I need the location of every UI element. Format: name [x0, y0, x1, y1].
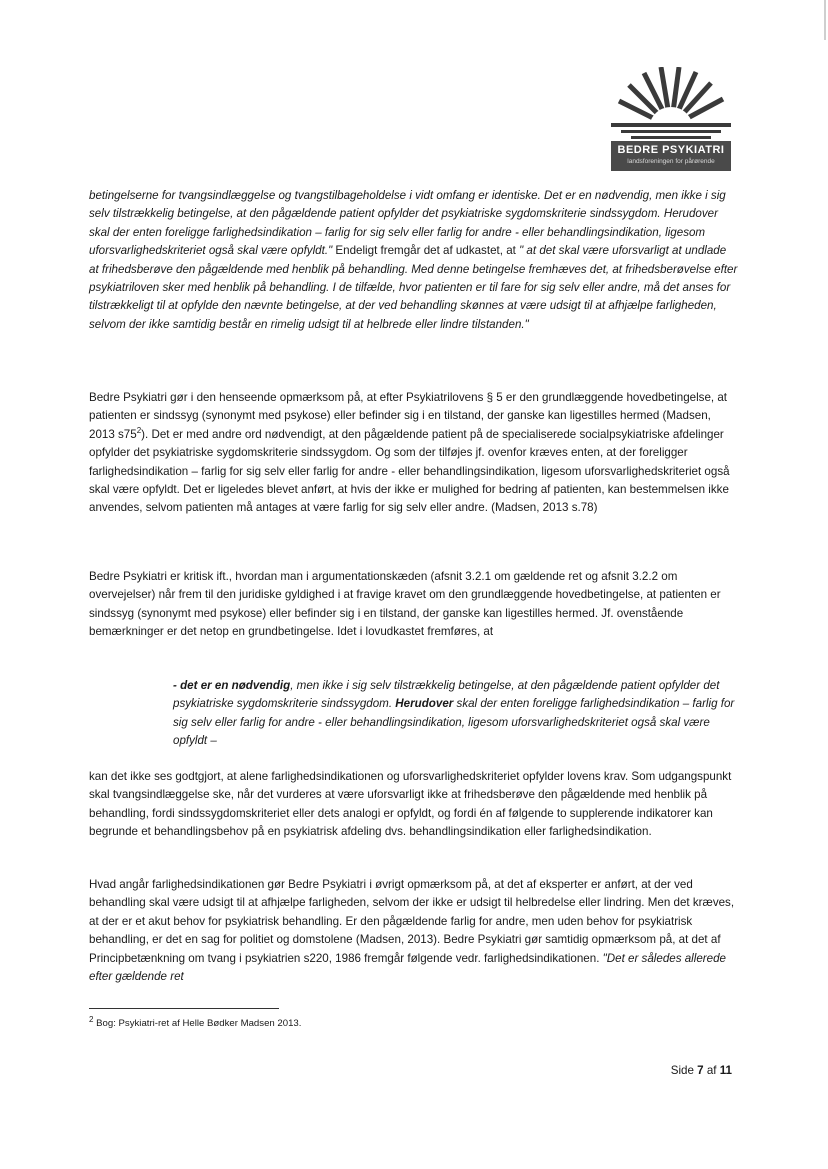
- paragraph-2-text-a: Bedre Psykiatri gør i den henseende opmærksom på, at efter Psykiatrilovens § 5 er den grundlæggende hovedbetingelse, at patienten er sindssyg (synonymt med psykose) eller befinder sig i en tilstand, der ganske kan ligestilles hermed (Madsen, 2013 s75: [89, 391, 728, 441]
- footnote-separator: [89, 1008, 279, 1009]
- quote-text-2: " at det skal være uforsvarligt at undlade at frihedsberøve den pågældende med henblik på behandling. Med denne betingelse fremhæves det, at frihedsberøvelse efter psykiatriloven sker med henblik på behandling. I de tilfælde, hvor patienten er til fare for sig selv eller andre, må det anses for tilstrækkeligt til at opfylde den nævnte betingelse, at der ved behandling skønnes at være udsigt til at afhjælpe farligheden, selvom der ikke samtidig består en rimelig udsigt til at helbrede eller lindre tilstanden.": [89, 244, 738, 331]
- paragraph-2: [89, 389, 739, 518]
- page-total: 11: [719, 1064, 732, 1077]
- block-quote: [173, 677, 738, 751]
- paragraph-1: [89, 187, 739, 334]
- plain-text-1: Endeligt fremgår det af udkastet, at: [332, 244, 520, 258]
- logo-title: BEDRE PSYKIATRI: [617, 144, 725, 156]
- quote-bold-2: Herudover: [395, 697, 454, 711]
- paragraph-4: kan det ikke ses godtgjort, at alene farlighedsindikationen og uforsvarlighedskriteriet opfylder lovens krav. Som udgangspunkt skal tvangsindlæggelse ske, når det vurderes at være uforsvarligt ikke at frihedsberøve den pågældende med henblik på behandling, fordi sindssygdomskriteriet eller dets analogi er opfyldt, og fordi én af følgende to supplerende indikatorer kan begrunde et behandlingsbehov på en psykiatrisk afdeling dvs. behandlingsindikation eller farlighedsindikation.: [89, 770, 732, 839]
- page-number: [632, 1064, 732, 1077]
- paragraph-5-text: Hvad angår farlighedsindikationen gør Bedre Psykiatri i øvrigt opmærksom på, at det af eksperter er anført, at der ved behandling skal være udsigt til at afhjælpe farligheden, selvom der ikke er udsigt til helbredelse eller lindring. Men det kræves, at der er et akut behov for psykiatrisk behandling. Er den pågældende farlig for andre, men uden behov for psykiatrisk behandling, er det en sag for politiet og domstolene (Madsen, 2013). Bedre Psykiatri gør samtidig opmærksom på, at det af Principbetænkning om tvang i psykiatrien s220, 1986 fremgår følgende vedr. farlighedsindikationen.: [89, 878, 735, 965]
- quote-bold-1: - det er en nødvendig: [173, 679, 291, 692]
- quote-text-1: betingelserne for tvangsindlæggelse og tvangstilbageholdelse i vidt omfang er identiske. Det er en nødvendig, men ikke i sig selv tilstrækkelig betingelse, at den pågældende patient opfylder det psykiatriske sygdomskriterie sindssygdom. Herudover skal der enten foreligge farlighedsindikation – farlig for sig selv eller farlig for andre - eller behandlingsindikation, ligesom uforsvarlighedskriteriet også skal være opfyldt.": [89, 189, 726, 258]
- page-current: 7: [697, 1064, 704, 1077]
- paragraph-5: [89, 876, 739, 986]
- page-prefix: Side: [670, 1064, 698, 1077]
- paragraph-3: Bedre Psykiatri er kritisk ift., hvordan man i argumentationskæden (afsnit 3.2.1 om gældende ret og afsnit 3.2.2 om overvejelser) når frem til den juridiske gyldighed i at fravige kravet om den grundlæggende hovedbetingelse, at patienten er sindssyg (synonymt med psykose) eller befinder sig i en tilstand, der ganske kan ligestilles hermed. Jf. ovenstående bemærkninger er det netop en grundbetingelse. Idet i lovudkastet fremføres, at: [89, 570, 721, 639]
- paragraph-5-quote: "Det er således allerede efter gældende ret: [89, 951, 726, 984]
- sunrise-logo-icon: [611, 67, 731, 141]
- footnote-ref: 2: [136, 425, 142, 435]
- paragraph-2-text-b: ). Det er med andre ord nødvendigt, at den pågældende patient på de specialiserede socialpsykiatriske afdelinger opfylder det psykiatriske sygdomskriterie sindssygdom. Og som der tilføjes jf. ovenfor kræves enten, at der foreligger farlighedsindikation – farlig for sig selv eller farlig for andre - eller behandlingsindikation, ligesom uforsvarlighedskriteriet også skal være opfyldt. Det er ligeledes blevet anført, at hvis der ikke er mulighed for bedring af patienten, kan bestemmelsen ikke anvendes, selvom patienten må antages at være farlig for sig selv eller andre. (Madsen, 2013 s.78): [89, 427, 730, 515]
- bedre-psykiatri-logo: [611, 67, 731, 171]
- logo-band: [611, 141, 731, 171]
- footnote-text: Bog: Psykiatri-ret af Helle Bødker Madsen 2013.: [93, 1018, 302, 1029]
- page-sep: af: [703, 1064, 720, 1077]
- footnote: [89, 1014, 302, 1029]
- page-edge-mark: [824, 0, 826, 40]
- footnote-number: 2: [89, 1014, 94, 1024]
- quote-text-a: , men ikke i sig selv tilstrækkelig betingelse, at den pågældende patient opfylder det psykiatriske sygdomskriterie sindssygdom.: [173, 679, 720, 711]
- logo-subtitle: landsforeningen for pårørende: [627, 158, 715, 165]
- quote-text-b: skal der enten foreligge farlighedsindikation – farlig for sig selv eller farlig for andre - eller behandlingsindikation, ligesom uforsvarlighedskriteriet også skal være opfyldt –: [173, 697, 735, 748]
